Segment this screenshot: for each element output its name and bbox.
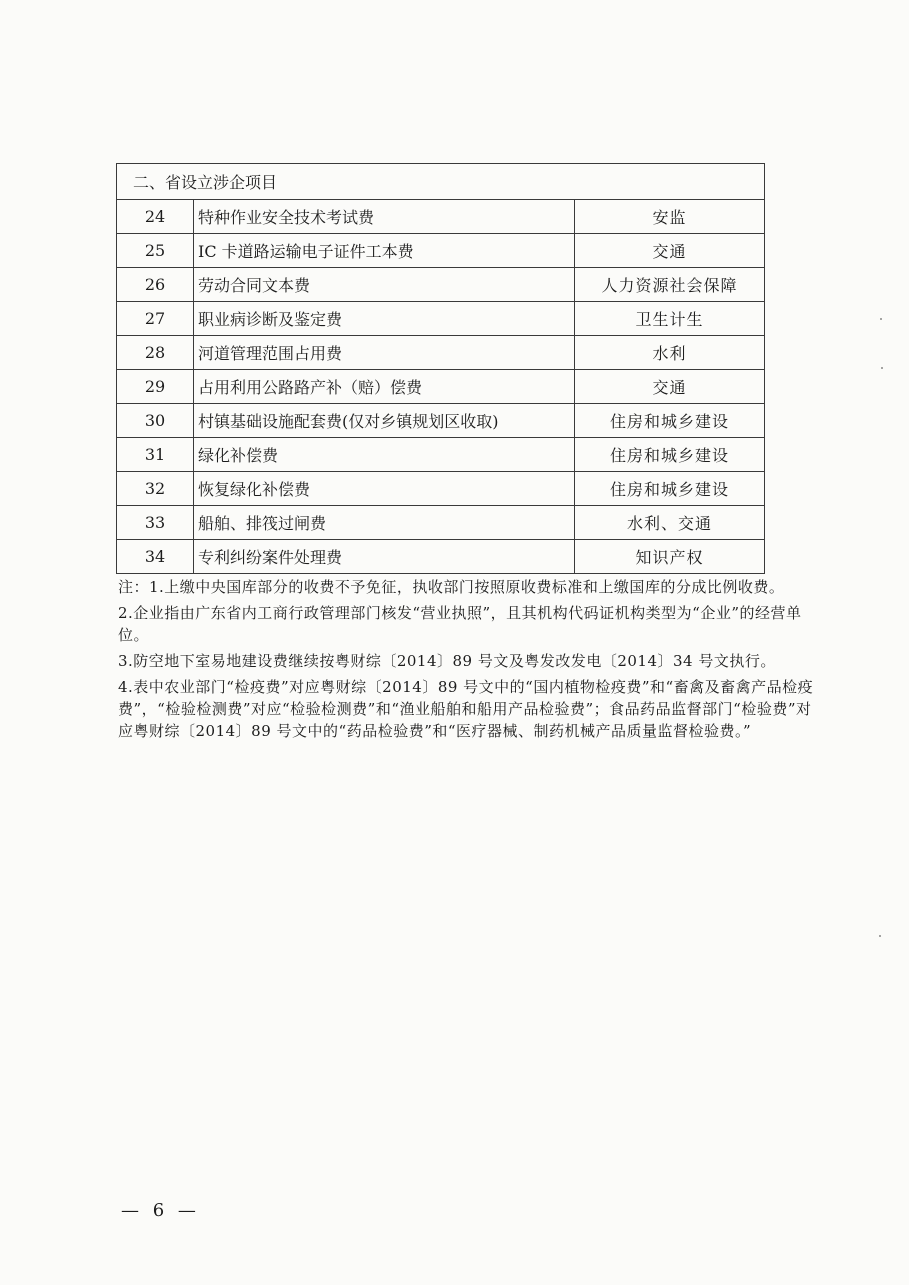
- department: 住房和城乡建设: [575, 472, 765, 506]
- row-number: 34: [117, 540, 194, 574]
- department: 水利: [575, 336, 765, 370]
- section-title: 二、省设立涉企项目: [117, 164, 765, 200]
- note-4: 4.表中农业部门“检疫费”对应粤财综〔2014〕89 号文中的“国内植物检疫费”和“畜禽及畜禽产品检疫费”，“检验检测费”对应“检验检测费”和“渔业船舶和船用产品检验费”；食品药品监督部门“检验费”对应粤财综〔2014〕89 号文中的“药品检验费”和“医疗器械、制药机械产品质量监督检验费。”: [118, 678, 814, 740]
- department: 人力资源社会保障: [575, 268, 765, 302]
- fee-name: 职业病诊断及鉴定费: [194, 302, 575, 336]
- table-row: [117, 234, 765, 268]
- table-row: [117, 540, 765, 574]
- section-row: [117, 164, 765, 200]
- table-row: [117, 438, 765, 472]
- table-row: [117, 268, 765, 302]
- scan-speck: [879, 935, 881, 937]
- department: 住房和城乡建设: [575, 438, 765, 472]
- department: 卫生计生: [575, 302, 765, 336]
- row-number: 29: [117, 370, 194, 404]
- table-row: [117, 472, 765, 506]
- scan-speck: [880, 318, 882, 320]
- fee-name: 村镇基础设施配套费(仅对乡镇规划区收取): [194, 404, 575, 438]
- table-row: [117, 506, 765, 540]
- fee-name: 恢复绿化补偿费: [194, 472, 575, 506]
- table-row: [117, 370, 765, 404]
- table-row: [117, 302, 765, 336]
- notes: [118, 576, 814, 746]
- row-number: 33: [117, 506, 194, 540]
- department: 交通: [575, 370, 765, 404]
- row-number: 26: [117, 268, 194, 302]
- fee-name: 绿化补偿费: [194, 438, 575, 472]
- department: 交通: [575, 234, 765, 268]
- fee-name: 河道管理范围占用费: [194, 336, 575, 370]
- row-number: 30: [117, 404, 194, 438]
- note-1: 注：1.上缴中央国库部分的收费不予免征，执收部门按照原收费标准和上缴国库的分成比例收费。: [118, 578, 785, 596]
- department: 水利、交通: [575, 506, 765, 540]
- row-number: 31: [117, 438, 194, 472]
- fee-table: [116, 163, 765, 574]
- note-3: 3.防空地下室易地建设费继续按粤财综〔2014〕89 号文及粤发改发电〔2014〕34 号文执行。: [118, 652, 776, 670]
- fee-name: 特种作业安全技术考试费: [194, 200, 575, 234]
- row-number: 32: [117, 472, 194, 506]
- department: 知识产权: [575, 540, 765, 574]
- note-2: 2.企业指由广东省内工商行政管理部门核发“营业执照”，且其机构代码证机构类型为“企业”的经营单位。: [118, 604, 802, 644]
- department: 安监: [575, 200, 765, 234]
- fee-name: 专利纠纷案件处理费: [194, 540, 575, 574]
- table-row: [117, 404, 765, 438]
- row-number: 27: [117, 302, 194, 336]
- fee-name: 占用利用公路路产补（赔）偿费: [194, 370, 575, 404]
- scan-speck: [881, 367, 883, 369]
- table-row: [117, 336, 765, 370]
- table-row: [117, 200, 765, 234]
- fee-table-body: [117, 164, 765, 574]
- fee-name: IC 卡道路运输电子证件工本费: [194, 234, 575, 268]
- row-number: 24: [117, 200, 194, 234]
- department: 住房和城乡建设: [575, 404, 765, 438]
- page-number: — 6 —: [121, 1200, 200, 1221]
- row-number: 28: [117, 336, 194, 370]
- row-number: 25: [117, 234, 194, 268]
- fee-name: 船舶、排筏过闸费: [194, 506, 575, 540]
- fee-name: 劳动合同文本费: [194, 268, 575, 302]
